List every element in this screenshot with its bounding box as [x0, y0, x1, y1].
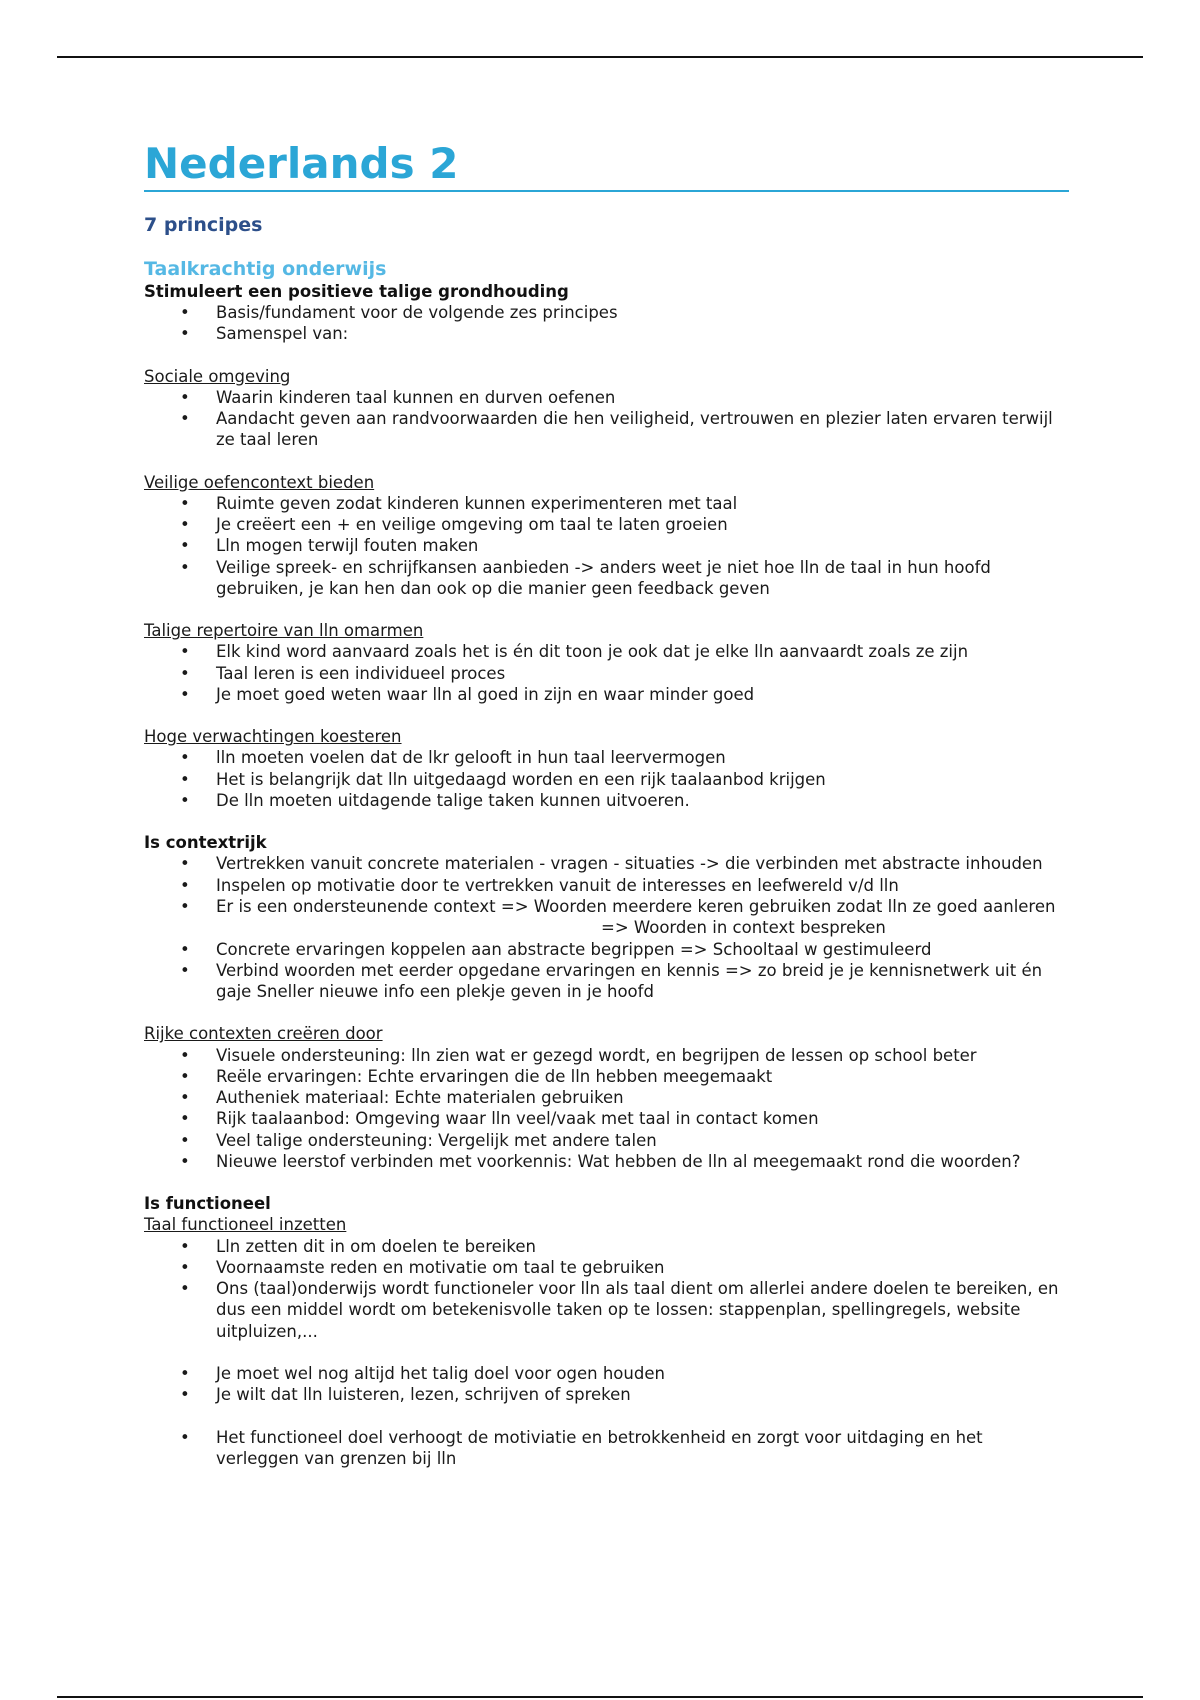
bullet-list [144, 641, 1069, 705]
subheading: Talige repertoire van lln omarmen [144, 621, 424, 641]
list-item: • Waarin kinderen taal kunnen en durven oefenen [144, 387, 1069, 408]
bullet-list [144, 493, 1069, 599]
list-item: • Je creëert een + en veilige omgeving om taal te laten groeien [144, 514, 1069, 535]
subheading: Rijke contexten creëren door [144, 1024, 383, 1044]
list-item: • Je moet wel nog altijd het talig doel voor ogen houden [144, 1363, 1069, 1384]
continuation-line: => Woorden in context bespreken [601, 918, 886, 938]
principle-title: Is functioneel [144, 1194, 271, 1214]
principle-title: Stimuleert een positieve talige grondhouding [144, 281, 569, 301]
document-title: Nederlands 2 [144, 140, 1069, 192]
subheading: Taal functioneel inzetten [144, 1215, 347, 1235]
list-item: • Rijk taalaanbod: Omgeving waar lln veel/vaak met taal in contact komen [144, 1108, 1069, 1129]
list-item: • Autheniek materiaal: Echte materialen gebruiken [144, 1087, 1069, 1108]
list-item: • Het is belangrijk dat lln uitgedaagd worden en een rijk taalaanbod krijgen [144, 769, 1069, 790]
list-item: • Er is een ondersteunende context => Woorden meerdere keren gebruiken zodat lln ze goed aanleren [144, 896, 1069, 917]
list-item: • Veilige spreek- en schrijfkansen aanbieden -> anders weet je niet hoe lln de taal in hun hoofd gebruiken, je kan hen dan ook op die manier geen feedback geven [144, 557, 1069, 600]
bullet-list [144, 387, 1069, 451]
list-item: • Je wilt dat lln luisteren, lezen, schrijven of spreken [144, 1384, 1069, 1405]
subheading: Hoge verwachtingen koesteren [144, 727, 402, 747]
list-item: • Nieuwe leerstof verbinden met voorkennis: Wat hebben de lln al meegemaakt rond die woorden? [144, 1151, 1069, 1172]
footer-rule [57, 1696, 1143, 1698]
bullet-list [144, 747, 1069, 811]
list-item: • Lln mogen terwijl fouten maken [144, 535, 1069, 556]
list-item: • Je moet goed weten waar lln al goed in zijn en waar minder goed [144, 684, 1069, 705]
list-item: • Basis/fundament voor de volgende zes principes [144, 302, 1069, 323]
document-body [144, 140, 1069, 1469]
list-item: • Het functioneel doel verhoogt de motiviatie en betrokkenheid en zorgt voor uitdaging en het verleggen van grenzen bij lln [144, 1427, 1069, 1470]
list-item: • Elk kind word aanvaard zoals het is én dit toon je ook dat je elke lln aanvaardt zoals ze zijn [144, 641, 1069, 662]
subheading: Veilige oefencontext bieden [144, 472, 375, 492]
list-item: • lln moeten voelen dat de lkr gelooft in hun taal leervermogen [144, 747, 1069, 768]
list-item: • De lln moeten uitdagende talige taken kunnen uitvoeren. [144, 790, 1069, 811]
bullet-list [144, 302, 1069, 345]
bullet-list [144, 1363, 1069, 1406]
list-item: • Voornaamste reden en motivatie om taal te gebruiken [144, 1257, 1069, 1278]
list-item: • Lln zetten dit in om doelen te bereiken [144, 1236, 1069, 1257]
list-item: • Concrete ervaringen koppelen aan abstracte begrippen => Schooltaal w gestimuleerd [144, 939, 1069, 960]
main-heading: 7 principes [144, 214, 263, 237]
list-item: • Ruimte geven zodat kinderen kunnen experimenteren met taal [144, 493, 1069, 514]
list-item: • Samenspel van: [144, 323, 1069, 344]
bullet-list [144, 853, 1069, 917]
bullet-list [144, 1236, 1069, 1342]
header-rule [57, 56, 1143, 58]
bullet-list [144, 939, 1069, 1003]
subheading: Sociale omgeving [144, 366, 291, 386]
list-item: • Inspelen op motivatie door te vertrekken vanuit de interesses en leefwereld v/d lln [144, 875, 1069, 896]
list-item: • Visuele ondersteuning: lln zien wat er gezegd wordt, en begrijpen de lessen op school beter [144, 1045, 1069, 1066]
list-item: • Taal leren is een individueel proces [144, 663, 1069, 684]
list-item: • Verbind woorden met eerder opgedane ervaringen en kennis => zo breid je je kennisnetwerk uit én gaje Sneller nieuwe info een plekje geven in je hoofd [144, 960, 1069, 1003]
list-item: • Ons (taal)onderwijs wordt functioneler voor lln als taal dient om allerlei andere doelen te bereiken, en dus een middel wordt om betekenisvolle taken op te lossen: stappenplan, spellingregels, website uitpluizen,... [144, 1278, 1069, 1342]
list-item: • Reële ervaringen: Echte ervaringen die de lln hebben meegemaakt [144, 1066, 1069, 1087]
section-heading: Taalkrachtig onderwijs [144, 258, 387, 281]
principle-title: Is contextrijk [144, 833, 267, 853]
bullet-list [144, 1045, 1069, 1173]
list-item: • Aandacht geven aan randvoorwaarden die hen veiligheid, vertrouwen en plezier laten ervaren terwijl ze taal leren [144, 408, 1069, 451]
bullet-list [144, 1427, 1069, 1470]
list-item: • Veel talige ondersteuning: Vergelijk met andere talen [144, 1130, 1069, 1151]
list-item: • Vertrekken vanuit concrete materialen - vragen - situaties -> die verbinden met abstracte inhouden [144, 853, 1069, 874]
